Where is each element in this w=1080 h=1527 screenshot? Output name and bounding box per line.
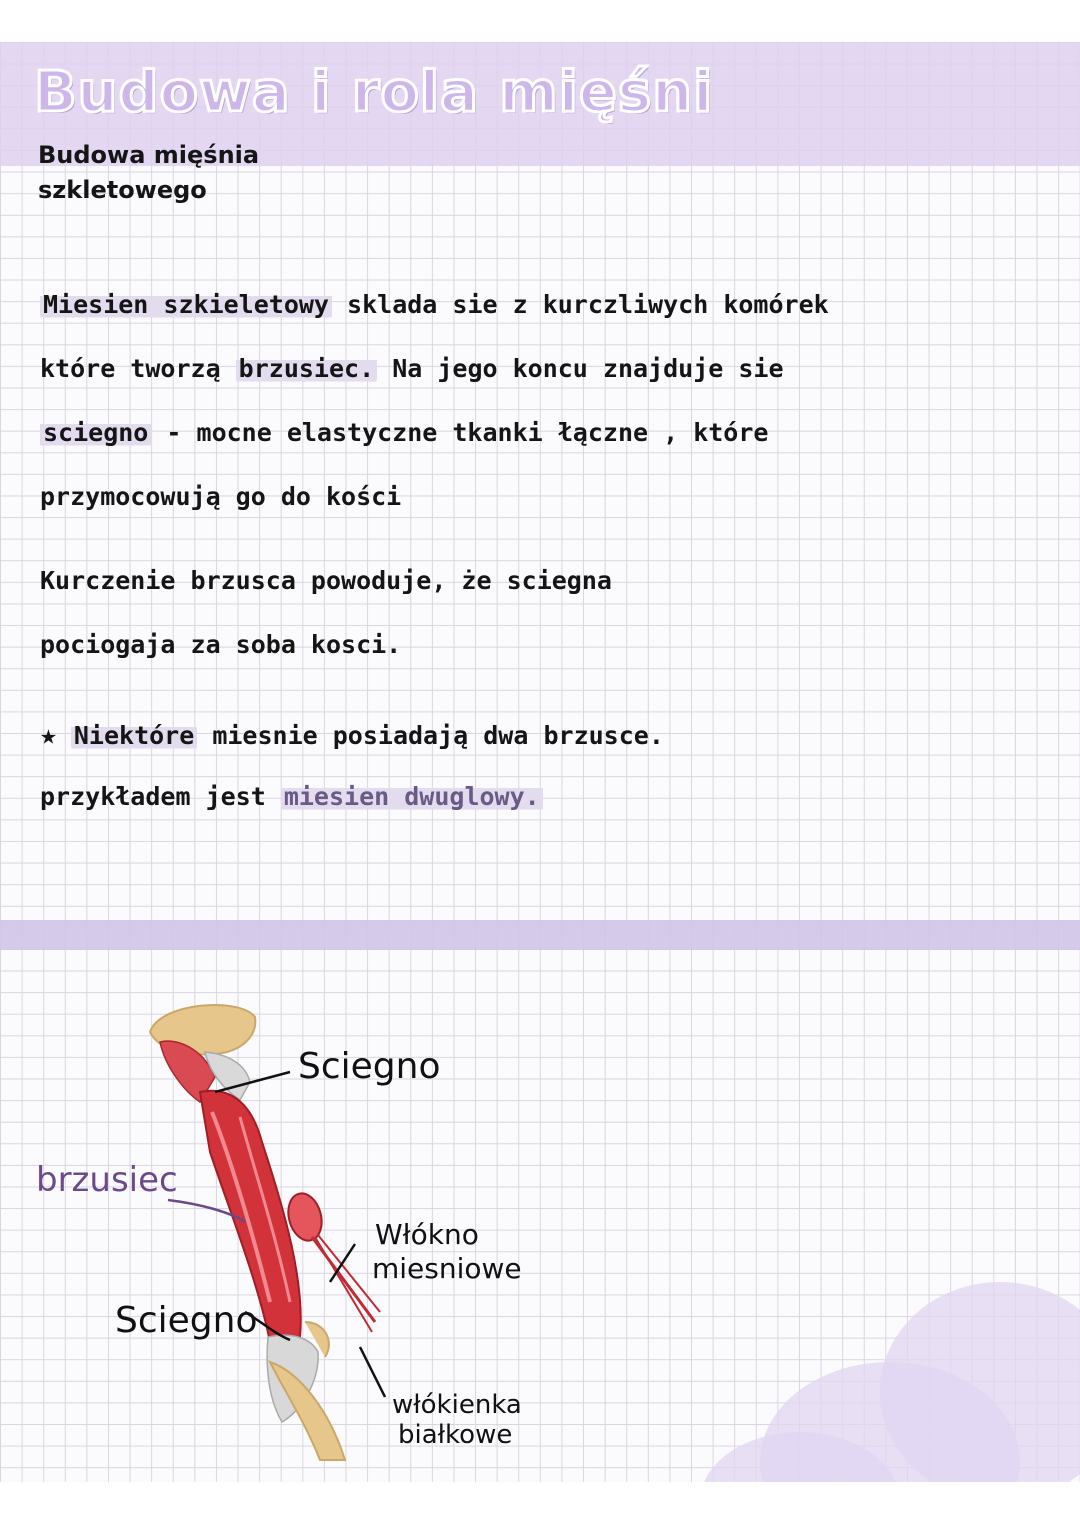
text-fragment: Na jego koncu znajduje sie xyxy=(377,354,784,383)
text-fragment: które tworzą xyxy=(40,354,236,383)
myofibril-line xyxy=(315,1237,372,1332)
pointer-line xyxy=(360,1347,385,1397)
text-line: Kurczenie brzusca powoduje, że sciegna xyxy=(40,566,612,595)
label-wlokienka: białkowe xyxy=(398,1420,513,1450)
star-icon: ★ xyxy=(40,718,57,751)
section-subtitle: Budowa mięśnia szkletowego xyxy=(38,141,260,204)
label-brzusiec: brzusiec xyxy=(36,1160,178,1200)
text-line xyxy=(40,290,829,319)
text-line xyxy=(40,718,664,751)
text-line xyxy=(40,354,784,383)
text-fragment: przykładem jest xyxy=(40,782,281,811)
text-line: pociogaja za soba kosci. xyxy=(40,630,402,659)
cloud-decoration xyxy=(880,1282,1080,1482)
highlighted-term: miesien dwuglowy. xyxy=(281,782,543,811)
text-fragment: sklada sie z kurczliwych komórek xyxy=(331,290,829,319)
label-wlokno: miesniowe xyxy=(372,1252,522,1285)
biceps-diagram xyxy=(0,982,560,1462)
text-line: przymocowują go do kości xyxy=(40,482,402,511)
section-divider-band xyxy=(0,920,1080,950)
highlighted-term: Miesien szkieletowy xyxy=(40,290,332,319)
myofibril-line xyxy=(318,1235,380,1312)
text-fragment: - mocne elastyczne tkanki łączne , które xyxy=(151,418,769,447)
page-title: Budowa i rola mięśni xyxy=(34,60,714,125)
label-sciegno-bottom: Sciegno xyxy=(115,1300,258,1341)
highlighted-term: Niektóre xyxy=(71,721,197,750)
highlighted-term: brzusiec. xyxy=(236,354,377,383)
myofibril-line xyxy=(312,1237,375,1322)
text-line xyxy=(40,782,543,811)
label-wlokienka: włókienka xyxy=(392,1390,522,1420)
notebook-page xyxy=(0,42,1080,1482)
text-fragment: miesnie posiadają dwa brzusce. xyxy=(197,721,664,750)
label-sciegno-top: Sciegno xyxy=(298,1046,441,1087)
text-line xyxy=(40,418,768,447)
label-wlokno: Włókno xyxy=(375,1218,479,1251)
highlighted-term: sciegno xyxy=(40,418,151,447)
